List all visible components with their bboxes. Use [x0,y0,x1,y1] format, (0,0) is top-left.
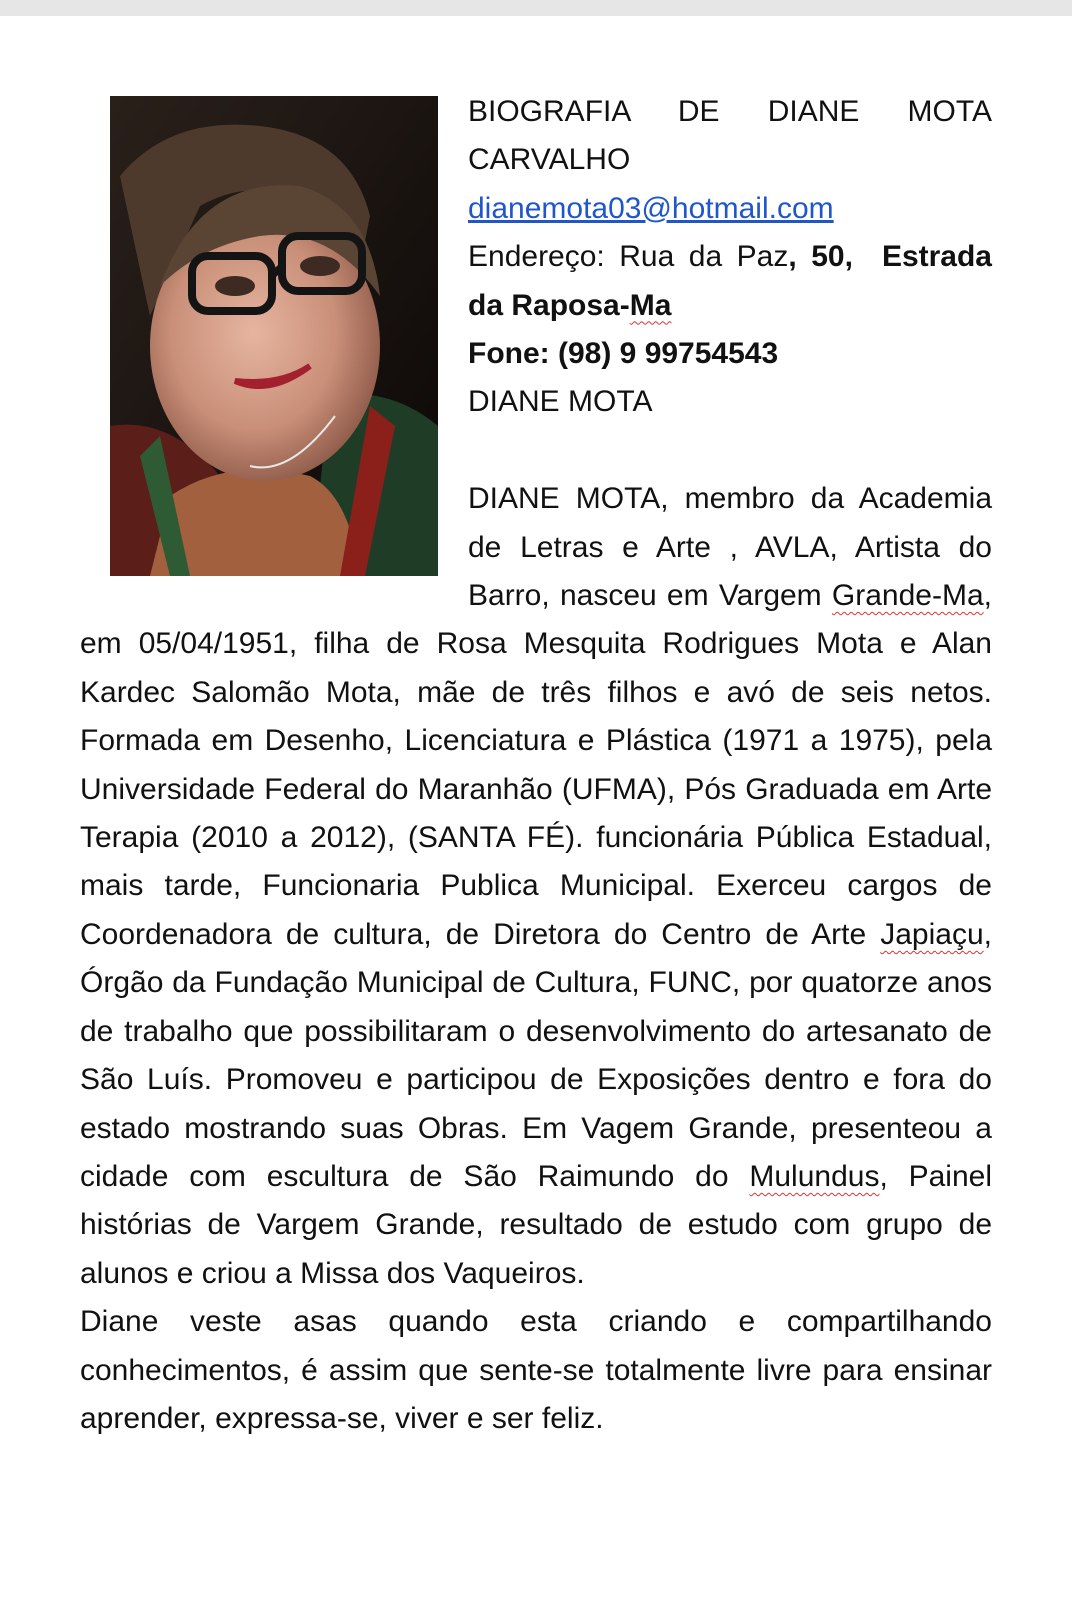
spellcheck-grande-ma: Grande-Ma [831,579,984,613]
spellcheck-japiacu: Japiaçu [880,917,984,951]
portrait-photo [110,96,438,576]
biography-document [80,88,992,1443]
phone-line: Fone: (98) 9 99754543 [468,337,779,371]
bio-text-g: , Painel histórias de Vargem Grande, resultado de estudo com grupo de alunos e criou a Missa dos Vaqueiros. [80,1159,992,1290]
top-bar [0,0,1072,16]
name-line: DIANE MOTA [468,385,653,419]
bio-text-e: , Órgão da Fundação Municipal de Cultura, FUNC, por quatorze anos de trabalho que possibilitaram o desenvolvimento do artesanato de São Luís. Promoveu e participou de Exposições dentro e fora do estado mostrando suas Obras. Em Vagem Grande, presenteou a cidade com escultura de São Raimundo do [80,917,992,1193]
biography-title: BIOGRAFIA DE DIANE MOTA CARVALHO [468,95,992,177]
email-link[interactable]: dianemota03@hotmail.com [468,191,834,225]
bio-text-a: DIANE MOTA, membro da Academia de Letras e Arte , AVLA, Artista do Barro, nasceu em Vargem [468,482,992,613]
spellcheck-mulundus: Mulundus [749,1159,880,1193]
address-road: Estrada [881,240,992,274]
bio-paragraph-1 [80,475,992,1298]
address-city: da Raposa-Ma [468,288,672,322]
bio-paragraph-2: Diane veste asas quando esta criando e compartilhando conhecimentos, é assim que sente-se totalmente livre para ensinar aprender, expressa-se, viver e ser feliz. [80,1305,992,1435]
address-number: , 50, [788,240,853,274]
bio-text-c: , em 05/04/1951, filha de Rosa Mesquita Rodrigues Mota e Alan Kardec Salomão Mota, mãe de três filhos e avó de seis netos. Formada em Desenho, Licenciatura e Plástica (1971 a 1975), pela Universidade Federal do Maranhão (UFMA), Pós Graduada em Arte Terapia (2010 a 2012), (SANTA FÉ). funcionária Pública Estadual, mais tarde, Funcionaria Publica Municipal. Exerceu cargos de Coordenadora de cultura, de Diretora do Centro de Arte [80,579,992,951]
address-label: Endereço: Rua da Paz [468,240,789,274]
